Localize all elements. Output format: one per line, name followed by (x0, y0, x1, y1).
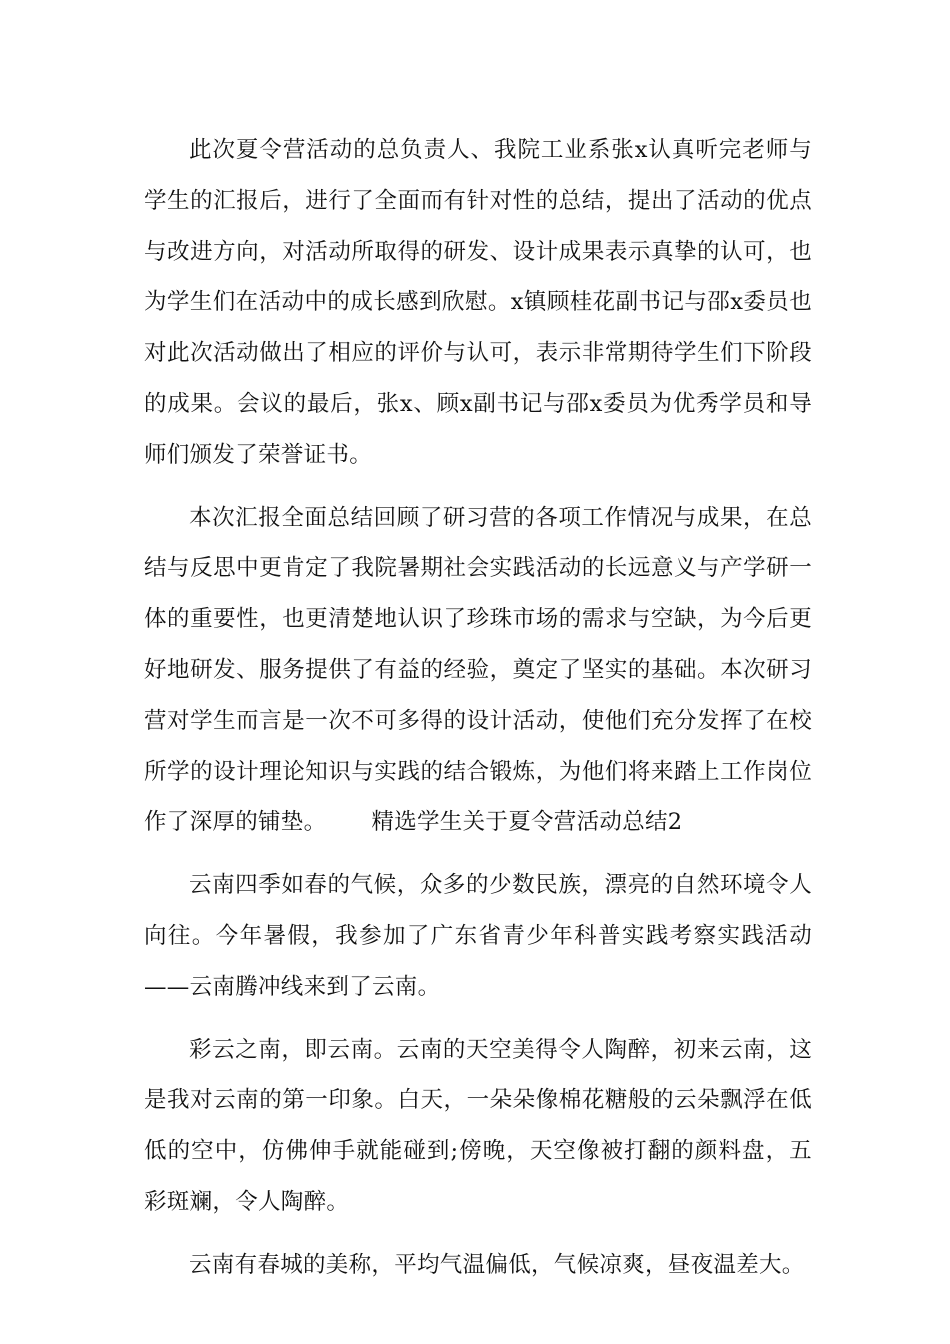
paragraph-5: 云南有春城的美称，平均气温偏低，气候凉爽，昼夜温差大。 (189, 1251, 805, 1278)
paragraph-3: 云南四季如春的气候，众多的少数民族，漂亮的自然环境令人向往。今年暑假，我参加了广东省青少年科普实践考察实践活动——云南腾冲线来到了云南。 (144, 872, 812, 1000)
paragraph-2-text: 本次汇报全面总结回顾了研习营的各项工作情况与成果，在总结与反思中更肯定了我院暑期社会实践活动的长远意义与产学研一体的重要性，也更清楚地认识了珍珠市场的需求与空缺，为今后更好地研发、服务提供了有益的经验，奠定了坚实的基础。本次研习营对学生而言是一次不可多得的设计活动，使他们充分发挥了在校所学的设计理论知识与实践的结合锻炼，为他们将来踏上工作岗位作了深厚的铺垫。 (144, 504, 812, 836)
paragraph-2 (144, 493, 812, 849)
section-heading: 精选学生关于夏令营活动总结2 (371, 809, 683, 836)
paragraph-1: 此次夏令营活动的总负责人、我院工业系张x认真听完老师与学生的汇报后，进行了全面而有针对性的总结，提出了活动的优点与改进方向，对活动所取得的研发、设计成果表示真挚的认可，也为学生们在活动中的成长感到欣慰。x镇顾桂花副书记与邵x委员也对此次活动做出了相应的评价与认可，表示非常期待学生们下阶段的成果。会议的最后，张x、顾x副书记与邵x委员为优秀学员和导师们颁发了荣誉证书。 (144, 137, 812, 468)
document-page (144, 125, 812, 1291)
paragraph-4: 彩云之南，即云南。云南的天空美得令人陶醉，初来云南，这是我对云南的第一印象。白天，一朵朵像棉花糖般的云朵飘浮在低低的空中，仿佛伸手就能碰到;傍晚，天空像被打翻的颜料盘，五彩斑斓，令人陶醉。 (144, 1036, 812, 1215)
